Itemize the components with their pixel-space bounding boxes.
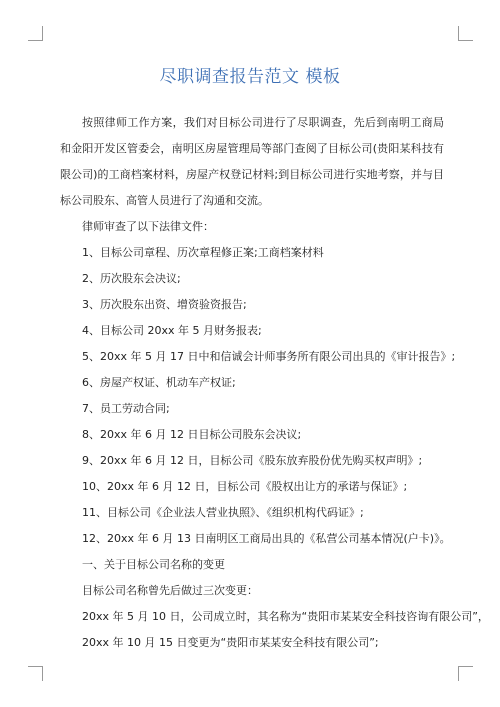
section-heading: 一、关于目标公司名称的变更	[82, 558, 225, 571]
list-item: 10、20xx 年 6 月 12 日，目标公司《股权出让方的承诺与保证》;	[82, 480, 408, 493]
crop-mark-top-right	[458, 26, 473, 41]
list-item: 2、历次股东会决议;	[82, 272, 181, 285]
crop-mark-bottom-left	[28, 666, 43, 681]
body-line: 律师审查了以下法律文件：	[82, 220, 214, 233]
body-line: 20xx 年 10 月 15 日变更为“贵阳市某某安全科技有限公司”;	[82, 636, 379, 649]
intro-paragraph: 按照律师工作方案，我们对目标公司进行了尽职调查，先后到南明工商局和金阳开发区管委会，南明区房屋管理局等部门查阅了目标公司(贵阳某科技有限公司)的工商档案材料，房屋产权登记材料;到目标公司进行实地考察，并与目标公司股东、高管人员进行了沟通和交流。	[60, 116, 444, 207]
list-item: 3、历次股东出资、增资验资报告;	[82, 298, 247, 311]
list-item: 8、20xx 年 6 月 12 日目标公司股东会决议;	[82, 428, 302, 441]
list-item: 1、目标公司章程、历次章程修正案;工商档案材料	[82, 246, 324, 259]
list-item: 5、20xx 年 5 月 17 日中和信诚会计师事务所有限公司出具的《审计报告》;	[82, 350, 456, 363]
list-item: 12、20xx 年 6 月 13 日南明区工商局出具的《私营公司基本情况(户卡)》。	[82, 532, 451, 545]
list-item: 6、房屋产权证、机动车产权证;	[82, 376, 236, 389]
crop-mark-bottom-right	[458, 666, 473, 681]
list-item: 11、目标公司《企业法人营业执照》、《组织机构代码证》;	[82, 506, 364, 519]
list-item: 9、20xx 年 6 月 12 日，目标公司《股东放弃股份优先购买权声明》;	[82, 454, 423, 467]
crop-mark-top-left	[28, 26, 43, 41]
list-item: 7、员工劳动合同;	[82, 402, 170, 415]
body-line: 20xx 年 5 月 10 日，公司成立时，其名称为“贵阳市某某安全科技咨询有限公司”，	[82, 610, 489, 623]
list-item: 4、目标公司 20xx 年 5 月财务报表;	[82, 324, 262, 337]
document-title: 尽职调查报告范文 模板	[159, 67, 341, 87]
document-body	[60, 110, 489, 656]
body-line: 目标公司名称曾先后做过三次变更：	[82, 584, 258, 597]
